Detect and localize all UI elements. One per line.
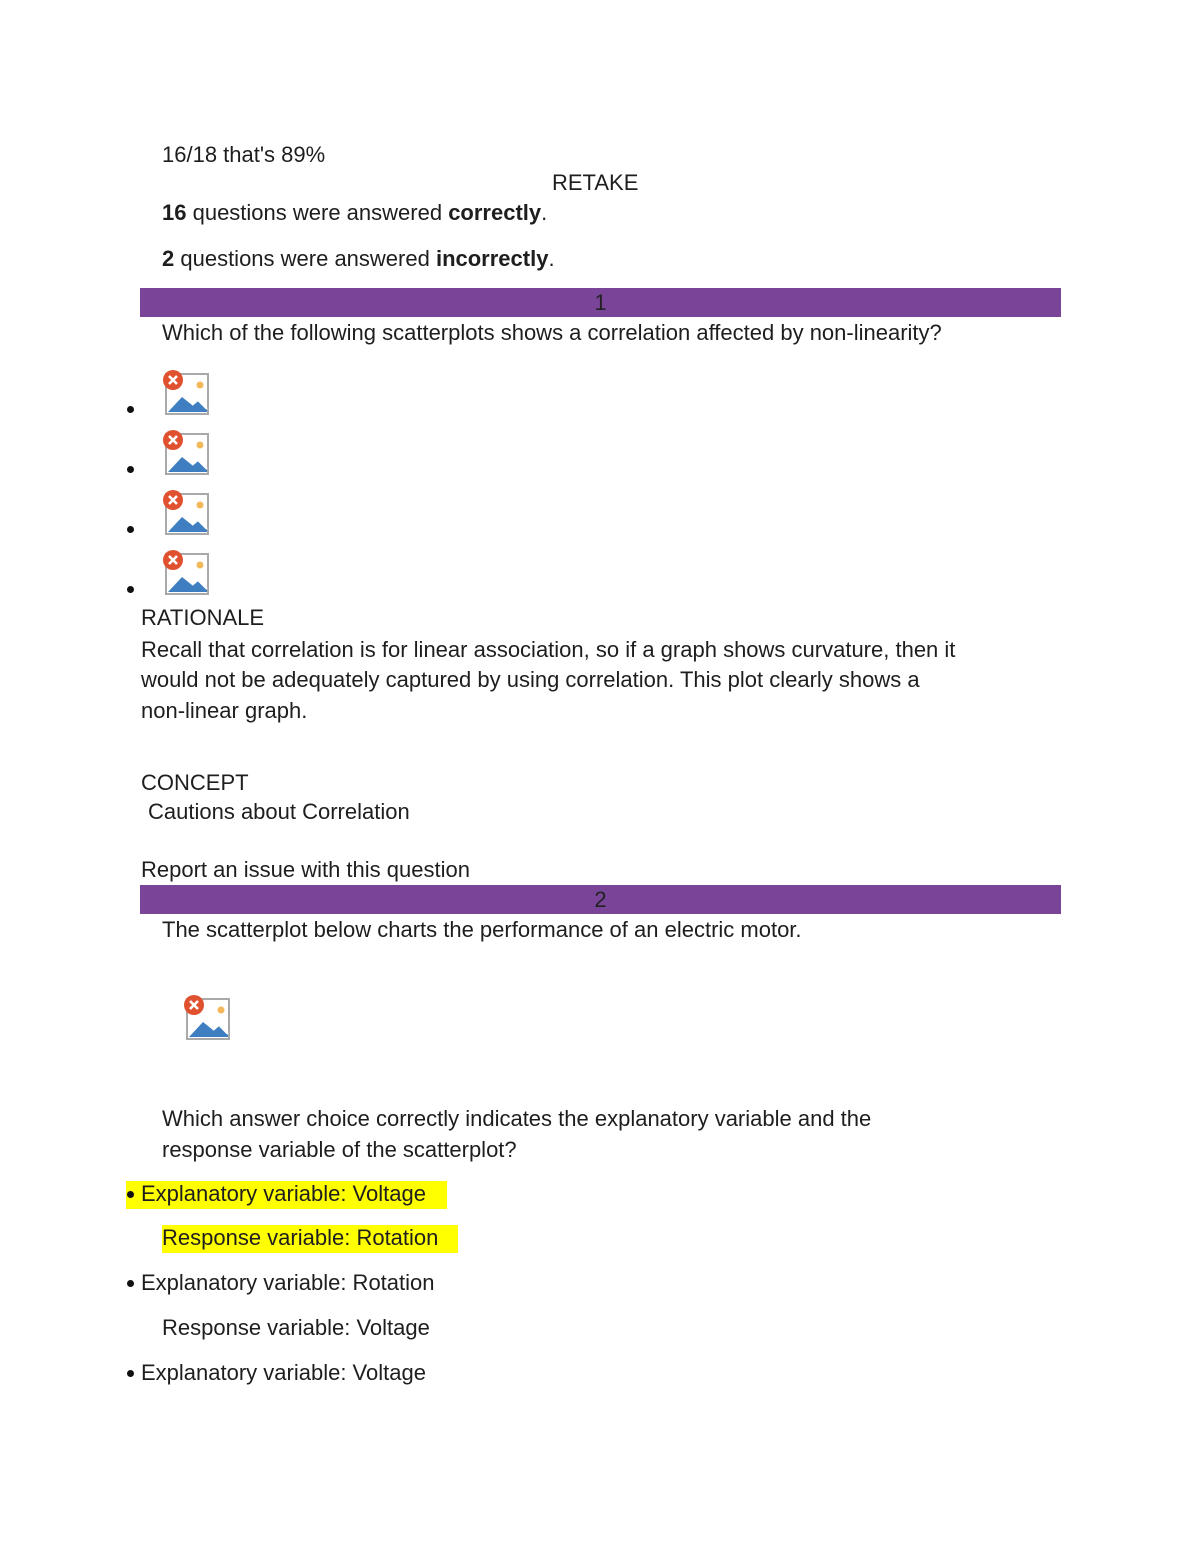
option-1-explanatory[interactable]: Explanatory variable: Voltage [141, 1181, 426, 1206]
report-issue-link[interactable]: Report an issue with this question [141, 857, 470, 882]
bullet [127, 466, 134, 473]
correct-text: questions were answered [186, 200, 449, 225]
bullet [127, 526, 134, 533]
question-2-prompt: Which answer choice correctly indicates the explanatory variable and the [162, 1106, 872, 1131]
broken-image-icon[interactable] [162, 429, 210, 477]
correct-summary [162, 198, 547, 228]
broken-image-icon[interactable] [162, 489, 210, 537]
score-summary: 16/18 that's 89% [162, 142, 326, 167]
question-1-header: 1 [140, 288, 1061, 317]
rationale-label: RATIONALE [141, 605, 265, 630]
incorrect-count: 2 [162, 246, 175, 271]
correct-count: 16 [162, 200, 187, 225]
rationale-line: Recall that correlation is for linear association, so if a graph shows curvature, then it [141, 637, 956, 662]
question-2-prompt: response variable of the scatterplot? [162, 1137, 517, 1162]
option-3-explanatory[interactable]: Explanatory variable: Voltage [141, 1360, 426, 1385]
bullet [127, 1191, 134, 1198]
question-1-text: Which of the following scatterplots shows a correlation affected by non-linearity? [162, 320, 942, 345]
incorrect-word: incorrectly [435, 246, 549, 271]
broken-image-icon[interactable] [162, 369, 210, 417]
bullet [127, 586, 134, 593]
retake-link[interactable]: RETAKE [552, 170, 639, 195]
concept-text: Cautions about Correlation [148, 799, 410, 824]
broken-image-icon[interactable] [162, 549, 210, 597]
period: . [541, 200, 548, 225]
option-2-response[interactable]: Response variable: Voltage [162, 1315, 430, 1340]
period: . [548, 246, 555, 271]
rationale-line: would not be adequately captured by using correlation. This plot clearly shows a [141, 667, 920, 692]
option-2-explanatory[interactable]: Explanatory variable: Rotation [141, 1270, 435, 1295]
concept-label: CONCEPT [141, 770, 249, 795]
question-2-text: The scatterplot below charts the performance of an electric motor. [162, 917, 802, 942]
bullet [127, 406, 134, 413]
correct-word: correctly [448, 200, 542, 225]
bullet [127, 1280, 134, 1287]
bullet [127, 1370, 134, 1377]
broken-image-icon [183, 994, 231, 1042]
rationale-line: non-linear graph. [141, 698, 308, 723]
option-1-response[interactable]: Response variable: Rotation [162, 1225, 439, 1250]
incorrect-text: questions were answered [174, 246, 436, 271]
incorrect-summary [162, 244, 555, 274]
question-2-header: 2 [140, 885, 1061, 914]
